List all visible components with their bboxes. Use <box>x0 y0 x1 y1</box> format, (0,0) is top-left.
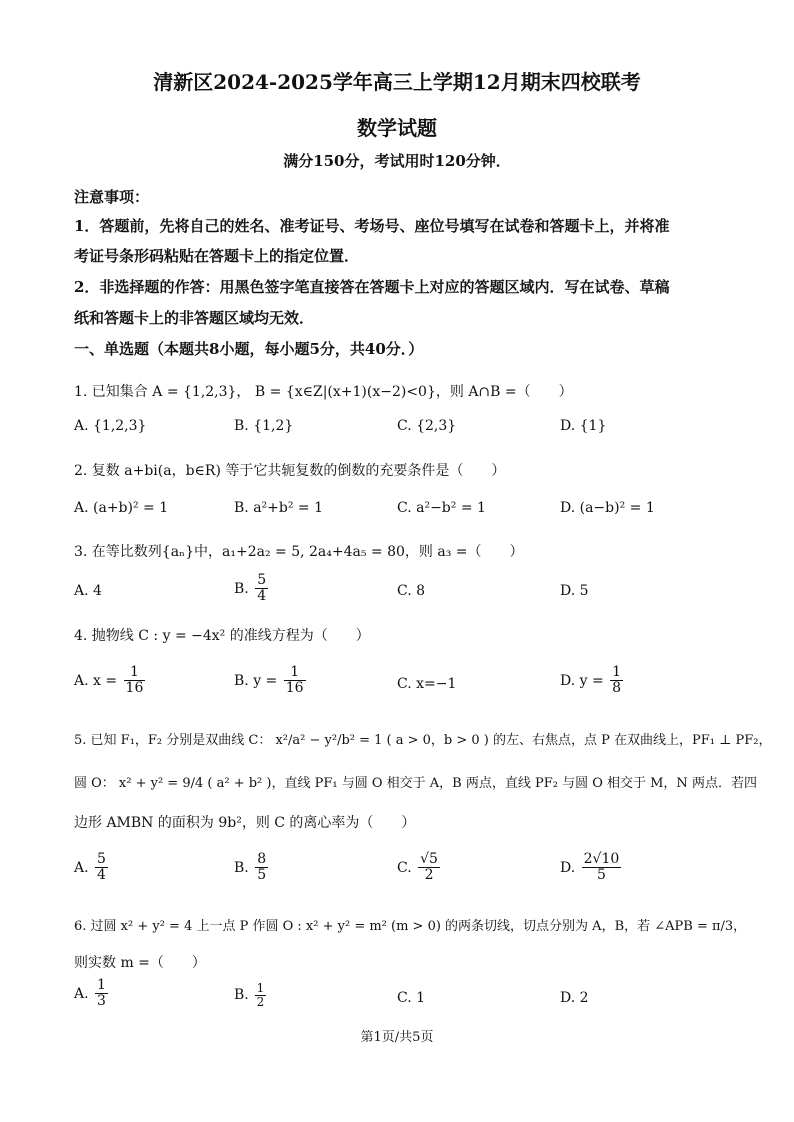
q6-option-b-label: B. <box>234 987 249 1004</box>
q6-option-a-fraction <box>95 978 108 1010</box>
q4-option-d-denominator: 8 <box>612 680 622 697</box>
q5-option-d-denominator: 5 <box>597 867 606 884</box>
q1-option-a: A. {1,2,3} <box>74 418 147 434</box>
exam-info: 满分150分，考试用时120分钟． <box>283 152 511 170</box>
q6-option-a-numerator: 1 <box>97 977 106 993</box>
q5-option-b-denominator: 5 <box>257 867 267 884</box>
exam-title: 清新区2024-2025学年高三上学期12月期末四校联考 <box>153 70 641 94</box>
q1-option-b: B. {1,2} <box>234 418 294 434</box>
q3-option-b <box>234 573 270 605</box>
q5-option-b-label: B. <box>234 859 249 876</box>
q4-option-d <box>560 665 625 697</box>
q5-option-a-numerator: 5 <box>97 851 106 867</box>
q2-option-a: A. (a+b)² = 1 <box>74 500 169 516</box>
q4-stem: 4. 抛物线 C : y = −4x² 的准线方程为（ ） <box>74 628 370 644</box>
q4-option-b-fraction <box>284 665 306 697</box>
q5-option-d <box>560 852 623 884</box>
notes-item1-line2: 考证号条形码粘贴在答题卡上的指定位置． <box>74 247 360 265</box>
q4-option-b-label: B. y = <box>234 672 278 689</box>
q6-option-d: D. 2 <box>560 990 589 1006</box>
page-footer: 第1页/共5页 <box>360 1030 434 1045</box>
q5-option-c <box>397 852 442 884</box>
q4-option-a-fraction <box>124 665 146 697</box>
q5-option-b <box>234 852 270 884</box>
q5-option-a <box>74 852 110 884</box>
q3-option-b-denominator: 4 <box>257 588 267 605</box>
q4-option-c: C. x=−1 <box>397 676 457 692</box>
q1-option-d: D. {1} <box>560 418 607 434</box>
q5-option-c-fraction <box>418 852 440 884</box>
q4-option-a-label: A. x = <box>74 672 118 689</box>
q5-option-b-fraction <box>255 852 268 884</box>
q6-option-a <box>74 978 110 1010</box>
q6-option-a-label: A. <box>74 985 89 1002</box>
q5-line1: 5. 已知 F₁，F₂ 分别是双曲线 C： x²/a² − y²/b² = 1 ( a > 0，b > 0 ) 的左、右焦点，点 P 在双曲线上，PF₁ ⊥ PF₂， <box>74 733 772 748</box>
exam-subject: 数学试题 <box>357 116 437 140</box>
q5-option-c-numerator: √5 <box>420 851 438 867</box>
notes-item2-line1: 2．非选择题的作答：用黑色签字笔直接答在答题卡上对应的答题区域内．写在试卷、草稿 <box>74 278 670 296</box>
q4-option-d-label: D. y = <box>560 672 604 689</box>
q6-option-b <box>234 982 268 1009</box>
q6-line2: 则实数 m =（ ） <box>74 955 206 971</box>
q5-line2: 圆 O： x² + y² = 9/4 ( a² + b² )，直线 PF₁ 与圆 O 相交于 A，B 两点，直线 PF₂ 与圆 O 相交于 M，N 两点．若四 <box>74 776 757 791</box>
q4-option-b-numerator: 1 <box>284 665 306 681</box>
q6-option-b-numerator: 1 <box>256 981 265 995</box>
section-heading: 一、单选题（本题共8小题，每小题5分，共40分．） <box>74 340 424 358</box>
q5-option-d-fraction <box>582 852 622 884</box>
notes-item2-line2: 纸和答题卡上的非答题区域均无效． <box>74 309 315 327</box>
q3-option-b-numerator: 5 <box>257 572 267 588</box>
q4-option-b-denominator: 16 <box>285 680 304 697</box>
notes-item1-line1: 1．答题前，先将自己的姓名、准考证号、考场号、座位号填写在试卷和答题卡上，并将准 <box>74 217 670 235</box>
q2-stem: 2. 复数 a+bi(a，b∈R) 等于它共轭复数的倒数的充要条件是（ ） <box>74 463 506 479</box>
q5-option-a-label: A. <box>74 859 89 876</box>
q4-option-a-numerator: 1 <box>124 665 146 681</box>
q3-option-c: C. 8 <box>397 583 426 599</box>
q4-option-a <box>74 665 147 697</box>
q5-line3: 边形 AMBN 的面积为 9b²，则 C 的离心率为（ ） <box>74 815 416 831</box>
q4-option-a-denominator: 16 <box>125 680 144 697</box>
q3-stem: 3. 在等比数列{aₙ}中，a₁+2a₂ = 5, 2a₄+4a₅ = 80，则 a₃ =（ ） <box>74 544 524 560</box>
q1-option-c: C. {2,3} <box>397 418 457 434</box>
q5-option-a-denominator: 4 <box>97 867 106 884</box>
q5-option-d-label: D. <box>560 859 576 876</box>
q3-option-b-label: B. <box>234 580 249 597</box>
q6-option-b-denominator: 2 <box>256 995 265 1010</box>
q5-option-c-denominator: 2 <box>424 867 434 884</box>
q2-option-b: B. a²+b² = 1 <box>234 500 323 516</box>
q6-option-a-denominator: 3 <box>97 993 106 1010</box>
q5-option-c-label: C. <box>397 859 412 876</box>
q5-option-a-fraction <box>95 852 108 884</box>
q3-option-d: D. 5 <box>560 583 589 599</box>
q1-stem: 1. 已知集合 A = {1,2,3}， B = {x∈Z|(x+1)(x−2)<0}，则 A∩B =（ ） <box>74 384 573 400</box>
q2-option-c: C. a²−b² = 1 <box>397 500 486 516</box>
q4-option-d-fraction <box>610 665 623 697</box>
q3-option-b-fraction <box>255 573 268 605</box>
q4-option-b <box>234 665 308 697</box>
q6-option-c: C. 1 <box>397 990 426 1006</box>
q4-option-d-numerator: 1 <box>612 664 622 680</box>
notes-heading: 注意事项： <box>74 188 150 206</box>
q2-option-d: D. (a−b)² = 1 <box>560 500 655 516</box>
q6-line1: 6. 过圆 x² + y² = 4 上一点 P 作圆 O : x² + y² = m² (m > 0) 的两条切线，切点分别为 A，B，若 ∠APB = π/3， <box>74 919 747 934</box>
q5-option-d-numerator: 2√10 <box>583 851 620 867</box>
q6-option-b-fraction <box>255 982 267 1009</box>
q3-option-a: A. 4 <box>74 583 102 599</box>
q5-option-b-numerator: 8 <box>257 851 267 867</box>
